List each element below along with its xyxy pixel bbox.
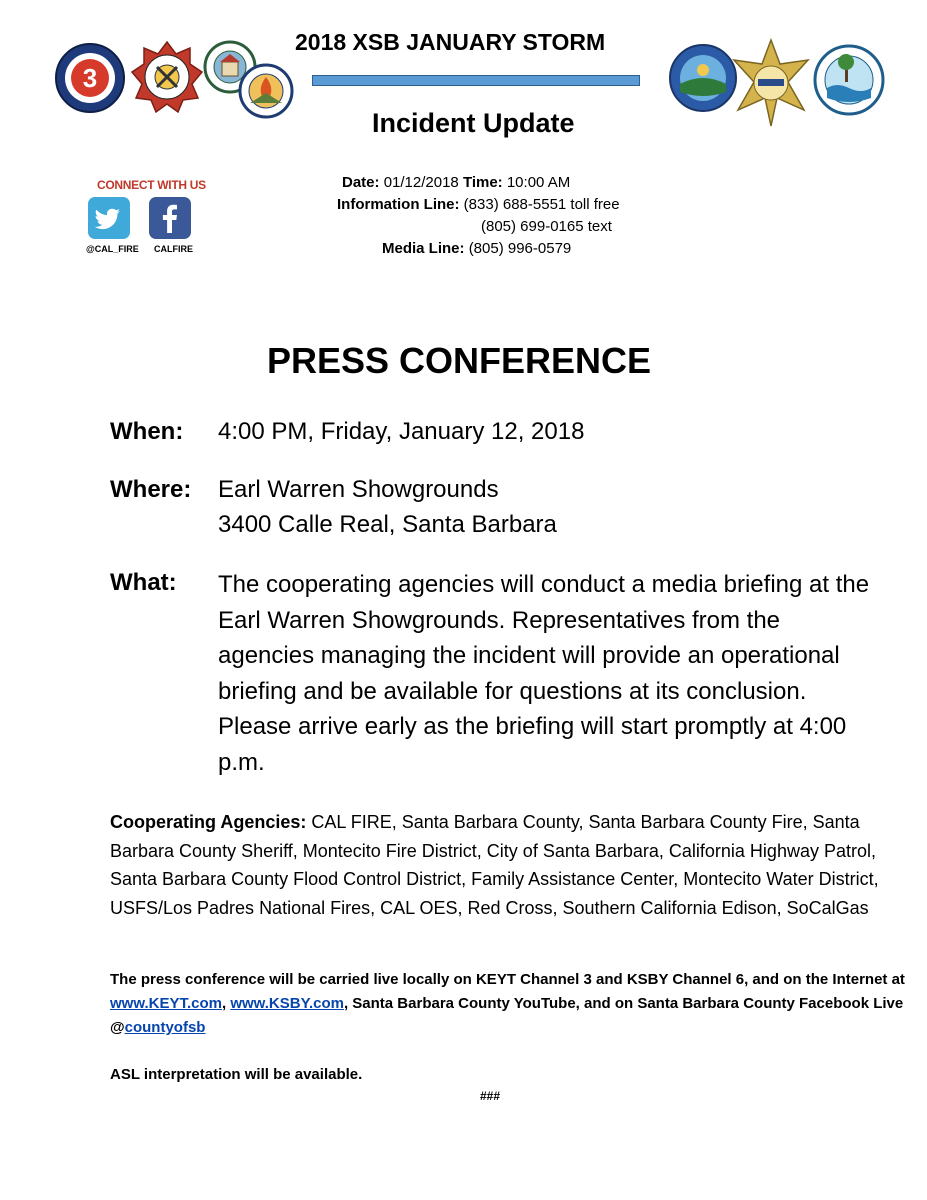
date-label: Date: [342, 174, 380, 191]
where-venue: Earl Warren Showgrounds [218, 476, 499, 503]
end-mark: ### [480, 1089, 501, 1103]
imt-numeral: 3 [82, 63, 98, 93]
cooperating-agencies [110, 808, 900, 922]
montecito-fire-dept-seal-icon [130, 40, 204, 114]
information-line-text: (805) 699-0165 text [481, 218, 612, 235]
media-line [382, 240, 571, 257]
twitter-bird-icon [88, 197, 130, 239]
connect-with-us-heading: CONNECT WITH US [97, 178, 206, 192]
media-line-value: (805) 996-0579 [468, 240, 572, 257]
information-line-label: Information Line: [337, 196, 460, 213]
asl-notice: ASL interpretation will be available. [110, 1066, 363, 1083]
title-underline-bar [312, 75, 640, 86]
keyt-link[interactable]: www.KEYT.com [110, 995, 222, 1012]
date-value: 01/12/2018 [383, 174, 459, 191]
when-value: 4:00 PM, Friday, January 12, 2018 [218, 418, 585, 445]
facebook-handle-label: CALFIRE [154, 244, 193, 254]
cooperating-agencies-label: Cooperating Agencies: [110, 812, 307, 832]
sheriff-star-badge-icon [730, 38, 812, 128]
facebook-icon[interactable] [149, 197, 191, 239]
information-line [337, 196, 620, 213]
ksby-link[interactable]: www.KSBY.com [230, 995, 344, 1012]
water-resources-seal-icon [813, 44, 885, 116]
time-value: 10:00 AM [506, 174, 571, 191]
what-label: What: [110, 569, 177, 596]
document-subtitle: Incident Update [372, 108, 575, 138]
broadcast-notice-text: The press conference will be carried live locally on KEYT Channel 3 and KSBY Channel 6, and on the Internet at [110, 971, 905, 988]
media-line-label: Media Line: [382, 240, 465, 257]
time-label: Time: [462, 174, 503, 191]
facebook-f-icon [149, 197, 191, 239]
where-address: 3400 Calle Real, Santa Barbara [218, 511, 557, 538]
broadcast-notice-text-2: , Santa Barbara County YouTube, and on Santa Barbara County Facebook Live @ [110, 995, 904, 1036]
california-county-seal-icon [668, 42, 738, 114]
where-label: Where: [110, 476, 192, 503]
when-label: When: [110, 418, 184, 445]
twitter-icon[interactable] [88, 197, 130, 239]
broadcast-notice [110, 968, 910, 1040]
countyofsb-link[interactable]: countyofsb [124, 1019, 206, 1036]
what-description: The cooperating agencies will conduct a media briefing at the Earl Warren Showgrounds. Representatives from the agencies managing the incident will provide an operational briefing and be available for questions at its conclusion. Please arrive early as the briefing will start promptly at 4:00 p.m. [218, 571, 870, 776]
document-title: 2018 XSB JANUARY STORM [295, 29, 606, 55]
incident-management-team-seal-icon [54, 42, 126, 114]
link-separator: , [221, 995, 227, 1012]
information-line-value: (833) 688-5551 toll free [463, 196, 620, 213]
cooperating-agencies-list: CAL FIRE, Santa Barbara County, Santa Barbara County Fire, Santa Barbara County Sheriff, Montecito Fire District, City of Santa Barbara, California Highway Patrol, Santa Barbara County Flood Control District, Family Assistance Center, Montecito Water District, USFS/Los Padres National Fires, CAL OES, Red Cross, Southern California Edison, SoCalGas [110, 812, 879, 918]
press-conference-heading: PRESS CONFERENCE [267, 340, 652, 381]
twitter-handle-label: @CAL_FIRE [86, 244, 139, 254]
county-fire-department-seal-icon [238, 63, 294, 119]
date-time-line [342, 174, 570, 191]
